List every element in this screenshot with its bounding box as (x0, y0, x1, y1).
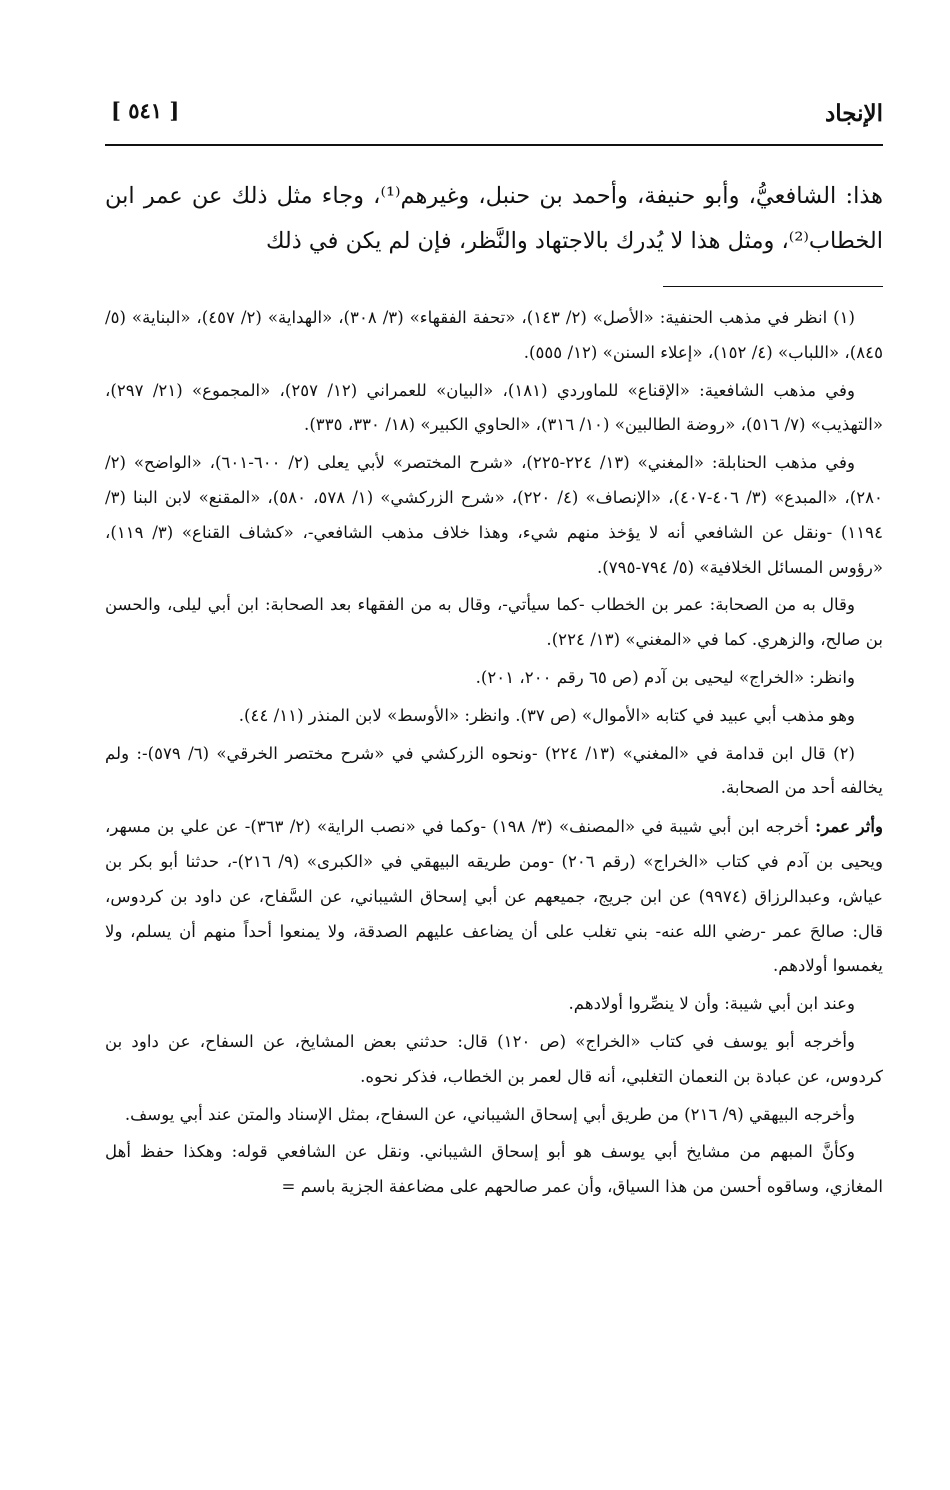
footnotes (105, 301, 883, 1205)
running-title: الإنجاد (824, 100, 883, 127)
footnote-1-kharaj: وانظر: «الخراج» ليحيى بن آدم (ص ٦٥ رقم ٢٠٠، ٢٠١). (475, 667, 855, 687)
main-text: هذا: الشافعيُّ، وأبو حنيفة، وأحمد بن حنبل، وغيرهم⁽¹⁾، وجاء مثل ذلك عن عمر ابن الخطاب⁽²⁾، ومثل هذا لا يُدرك بالاجتهاد والنَّظر، فإن لم يكن في ذلك (105, 183, 883, 254)
page-number: [ ٥٤١ ] (111, 98, 180, 123)
footnote-1-shafii: وفي مذهب الشافعية: «الإقناع» للماوردي (١٨١)، «البيان» للعمراني (١٢/ ٢٥٧)، «المجموع» (٢١/ ٢٩٧)، «التهذيب» (٧/ ٥١٦)، «روضة الطالبين» (١٠/ ٣١٦)، «الحاوي الكبير» (١٨/ ٣٣٠، ٣٣٥). (105, 380, 883, 435)
footnote-1-abu-ubaid: وهو مذهب أبي عبيد في كتابه «الأموال» (ص ٣٧). وانظر: «الأوسط» لابن المنذر (١١/ ٤٤). (238, 705, 855, 725)
header-divider (105, 144, 883, 146)
footnote-2-ibn-abi-shayba: وعند ابن أبي شيبة: وأن لا ينصِّروا أولادهم. (568, 994, 855, 1014)
footnote-1-hanafi: (١) انظر في مذهب الحنفية: «الأصل» (٢/ ١٤٣)، «تحفة الفقهاء» (٣/ ٣٠٨)، «الهداية» (٢/ ٤٥٧)، «البناية» (٥/ ٨٤٥)، «اللباب» (٤/ ١٥٢)، «إعلاء السنن» (١٢/ ٥٥٥). (105, 308, 883, 362)
page-header (105, 96, 883, 136)
footnote-2-athar-text: أخرجه ابن أبي شيبة في «المصنف» (٣/ ١٩٨) -وكما في «نصب الراية» (٢/ ٣٦٣)- عن علي بن مسهر، ويحيى بن آدم في كتاب «الخراج» (رقم ٢٠٦) -ومن طريقه البيهقي في «الكبرى» (٩/ ٢١٦)-، حدثنا أبو بكر بن عياش، وعبدالرزاق (٩٩٧٤) عن ابن جريج، جميعهم عن أبي إسحاق الشيباني، عن السَّفاح، عن داود بن كردوس، قال: صالحَ عمر -رضي الله عنه- بني تغلب على أن يضاعف عليهم الصدقة، ولا يمنعوا أحداً منهم أن يسلم، ولا يغمسوا أولادهم. (105, 817, 884, 976)
footnote-2-bayhaqi: وأخرجه البيهقي (٩/ ٢١٦) من طريق أبي إسحاق الشيباني، عن السفاح، بمثل الإسناد والمتن عند أبي يوسف. (124, 1104, 855, 1124)
footnote-2: (٢) قال ابن قدامة في «المغني» (١٣/ ٢٢٤) -ونحوه الزركشي في «شرح مختصر الخرقي» (٦/ ٥٧٩)-: ولم يخالفه أحد من الصحابة. (105, 743, 883, 798)
footnote-1-sahaba: وقال به من الصحابة: عمر بن الخطاب -كما سيأتي-، وقال به من الفقهاء بعد الصحابة: ابن أبي ليلى، والحسن بن صالح، والزهري. كما في «المغني» (١٣/ ٢٢٤). (105, 595, 883, 650)
footnote-1-hanbali: وفي مذهب الحنابلة: «المغني» (١٣/ ٢٢٤-٢٢٥)، «شرح المختصر» لأبي يعلى (٢/ ٦٠٠-٦٠١)، «الواضح» (٢/ ٢٨٠)، «المبدع» (٣/ ٤٠٦-٤٠٧)، «الإنصاف» (٤/ ٢٢٠)، «شرح الزركشي» (١/ ٥٧٨، ٥٨٠)، «المقنع» لابن البنا (٣/ ١١٩٤) -ونقل عن الشافعي أنه لا يؤخذ منهم شيء، وهذا خلاف مذهب الشافعي-، «كشاف القناع» (٣/ ١١٩)، «رؤوس المسائل الخلافية» (٥/ ٧٩٤-٧٩٥). (105, 453, 883, 577)
footnote-2-athar-omar (105, 809, 883, 984)
footnote-2-mubham: وكأنَّ المبهم من مشايخ أبي يوسف هو أبو إسحاق الشيباني. ونقل عن الشافعي قوله: وهكذا حفظ أهل المغازي، وساقوه أحسن من هذا السياق، وأن عمر صالحهم على مضاعفة الجزية باسم = (105, 1142, 883, 1197)
footnote-2-abu-yusuf: وأخرجه أبو يوسف في كتاب «الخراج» (ص ١٢٠) قال: حدثني بعض المشايخ، عن السفاح، عن داود بن كردوس، عن عبادة بن النعمان التغلبي، أنه قال لعمر بن الخطاب، فذكر نحوه. (105, 1031, 883, 1086)
footnote-lead: وأثر عمر: (815, 816, 883, 837)
book-page (105, 96, 883, 1208)
footnote-separator (663, 286, 883, 287)
